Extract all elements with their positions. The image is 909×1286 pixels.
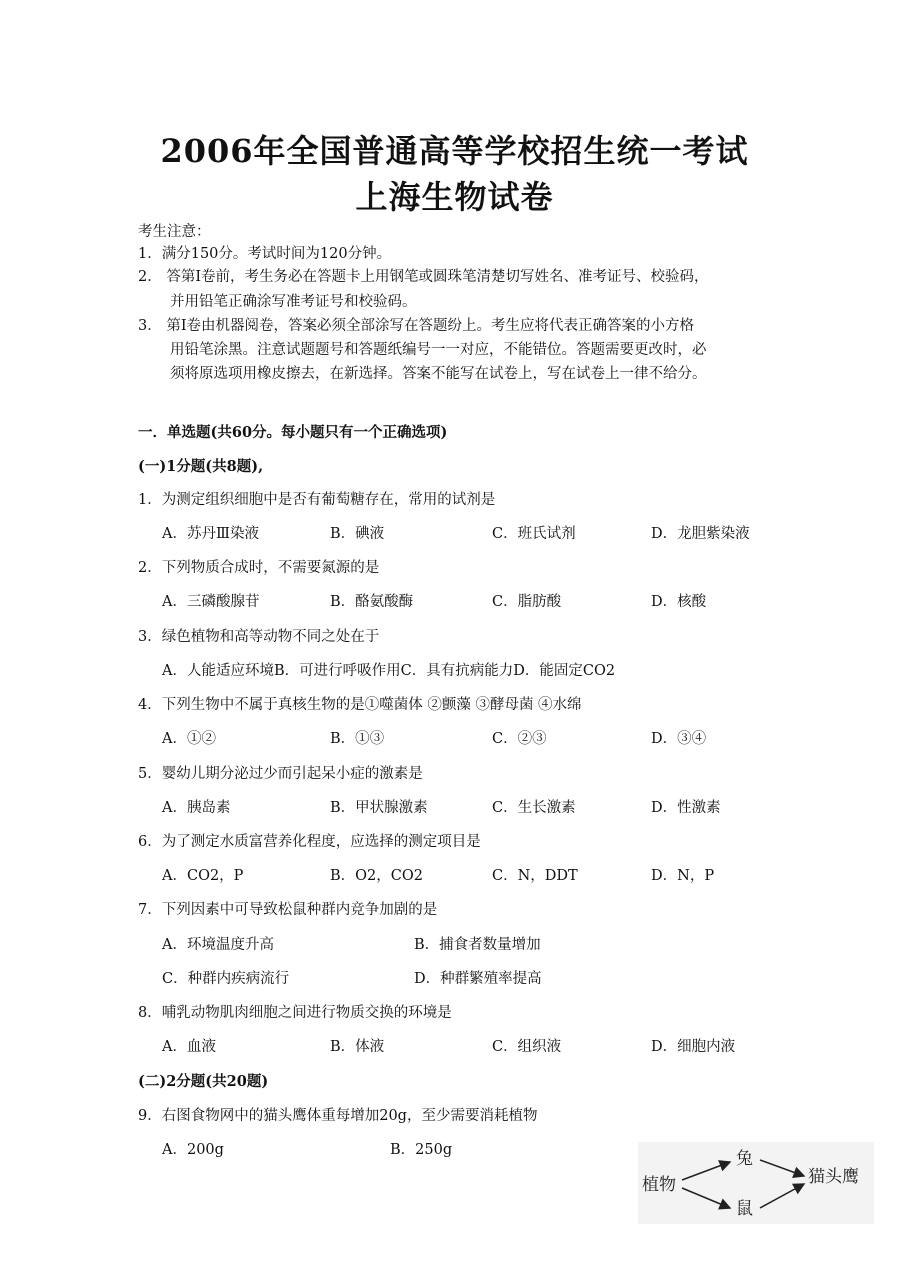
option: B．①③ xyxy=(330,731,385,747)
option: D．性激素 xyxy=(651,800,721,816)
option: C．脂肪酸 xyxy=(492,594,562,610)
option: D．核酸 xyxy=(651,594,707,610)
option: D．细胞内液 xyxy=(651,1039,736,1055)
option: B．碘液 xyxy=(330,526,385,542)
option: C．种群内疾病流行 xyxy=(162,971,290,987)
option: B．体液 xyxy=(330,1039,385,1055)
option: C．组织液 xyxy=(492,1039,562,1055)
option: B．捕食者数量增加 xyxy=(414,937,541,953)
question-stem: 3．绿色植物和高等动物不同之处在于 xyxy=(138,629,380,645)
notice-item: 2． 答第Ⅰ卷前，考生务必在答题卡上用钢笔或圆珠笔清楚切写姓名、准考证号、校验码， xyxy=(138,269,709,285)
option: D．龙胆紫染液 xyxy=(651,526,750,542)
question-stem: 8．哺乳动物肌肉细胞之间进行物质交换的环境是 xyxy=(138,1005,452,1021)
food-web-diagram xyxy=(638,1142,874,1224)
option: A．血液 xyxy=(162,1039,216,1055)
option: B．O2，CO2 xyxy=(330,868,423,884)
node-rabbit: 兔 xyxy=(736,1149,753,1169)
option: A．CO2，P xyxy=(162,868,244,884)
node-owl: 猫头鹰 xyxy=(808,1167,859,1187)
option: A．①② xyxy=(162,731,216,747)
option: D．种群繁殖率提高 xyxy=(414,971,542,987)
option: A．人能适应环境B．可进行呼吸作用C．具有抗病能力D．能固定CO2 xyxy=(162,663,616,679)
option: B．250g xyxy=(390,1142,453,1158)
option: B．酪氨酸酶 xyxy=(330,594,414,610)
option: C．生长激素 xyxy=(492,800,576,816)
option: A．胰岛素 xyxy=(162,800,231,816)
part-heading: (一)1分题(共8题), xyxy=(138,458,264,475)
option: A．三磷酸腺苷 xyxy=(162,594,260,610)
option: A．苏丹Ⅲ染液 xyxy=(162,526,259,542)
notice-item: 须将原选项用橡皮擦去，在新选择。答案不能写在试卷上，写在试卷上一律不给分。 xyxy=(170,366,707,382)
option: A．环境温度升高 xyxy=(162,937,274,953)
option: D．N，P xyxy=(651,868,715,884)
question-stem: 4．下列生物中不属于真核生物的是①噬菌体 ②颤藻 ③酵母菌 ④水绵 xyxy=(138,697,582,713)
question-stem: 9．右图食物网中的猫头鹰体重每增加20g，至少需要消耗植物 xyxy=(138,1108,538,1124)
notice-item: 并用铅笔正确涂写准考证号和校验码。 xyxy=(170,294,417,310)
notice-item: 1．满分150分。考试时间为120分钟。 xyxy=(138,246,392,262)
exam-subtitle: 上海生物试卷 xyxy=(355,178,554,216)
notice-heading: 考生注意： xyxy=(138,224,211,240)
question-stem: 5．婴幼儿期分泌过少而引起呆小症的激素是 xyxy=(138,766,423,782)
notice-item: 3． 第Ⅰ卷由机器阅卷，答案必须全部涂写在答题纷上。考生应将代表正确答案的小方格 xyxy=(138,318,695,334)
option: C．班氏试剂 xyxy=(492,526,576,542)
question-stem: 1．为测定组织细胞中是否有葡萄糖存在，常用的试剂是 xyxy=(138,492,496,508)
part-heading: (二)2分题(共20题) xyxy=(138,1073,269,1090)
option: D．③④ xyxy=(651,731,707,747)
option: C．②③ xyxy=(492,731,547,747)
notice-item: 用铅笔涂黑。注意试题题号和答题纸编号一一对应，不能错位。答题需要更改时，必 xyxy=(170,342,707,358)
section-heading: 一．单选题(共60分。每小题只有一个正确选项) xyxy=(138,424,448,441)
node-mouse: 鼠 xyxy=(736,1199,753,1219)
option: A．200g xyxy=(162,1142,224,1158)
exam-title: 2006年全国普通高等学校招生统一考试 xyxy=(160,132,749,170)
question-stem: 6．为了测定水质富营养化程度，应选择的测定项目是 xyxy=(138,834,481,850)
option: C．N，DDT xyxy=(492,868,578,884)
node-plant: 植物 xyxy=(642,1175,676,1195)
question-stem: 2．下列物质合成时，不需要氮源的是 xyxy=(138,560,380,576)
question-stem: 7．下列因素中可导致松鼠种群内竞争加剧的是 xyxy=(138,902,438,918)
option: B．甲状腺激素 xyxy=(330,800,428,816)
